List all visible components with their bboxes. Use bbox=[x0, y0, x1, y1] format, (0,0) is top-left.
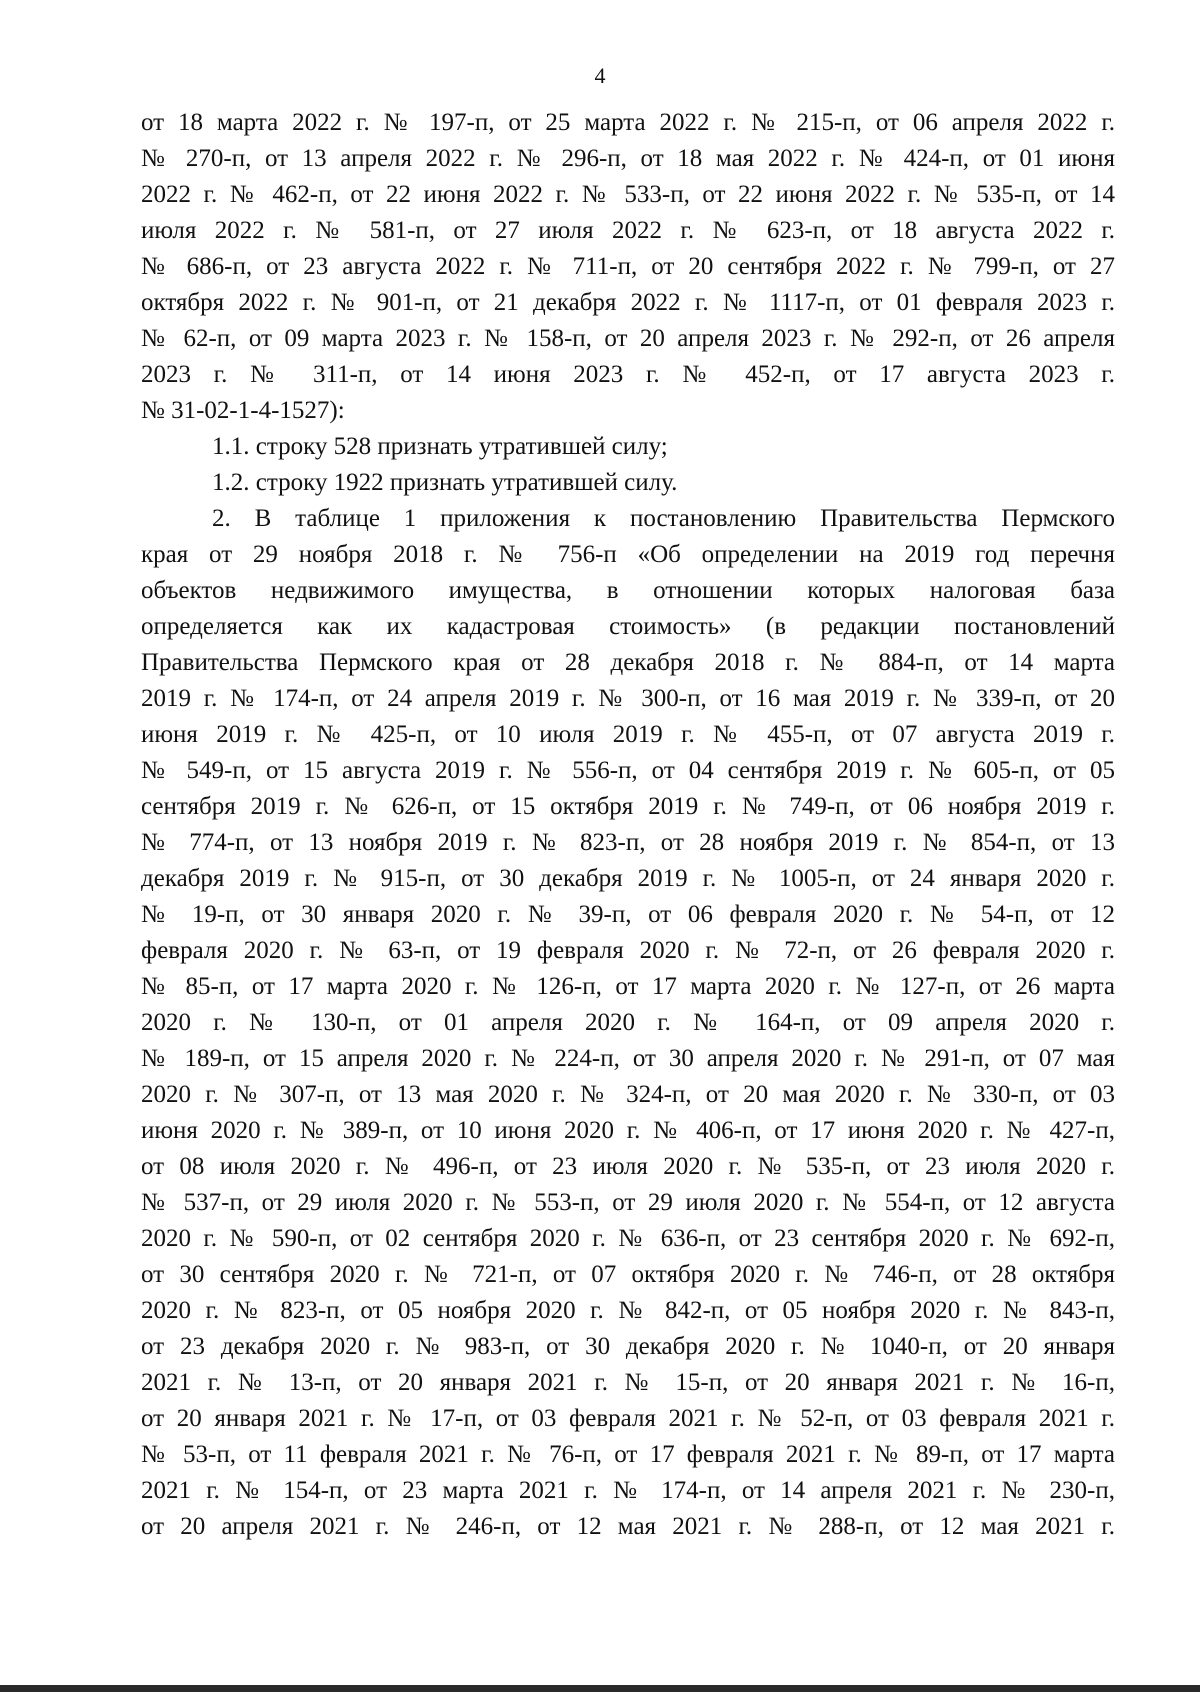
text-line: июня 2020 г. № 389-п, от 10 июня 2020 г. № 406-п, от 17 июня 2020 г. № 427-п, bbox=[141, 1117, 1115, 1144]
text-line: 2023 г. № 311-п, от 14 июня 2023 г. № 452-п, от 17 августа 2023 г. bbox=[141, 361, 1115, 388]
list-item-1-2: 1.2. строку 1922 признать утратившей силу. bbox=[212, 469, 678, 496]
text-line: от 23 декабря 2020 г. № 983-п, от 30 декабря 2020 г. № 1040-п, от 20 января bbox=[141, 1333, 1115, 1360]
text-line: 2020 г. № 590-п, от 02 сентября 2020 г. № 636-п, от 23 сентября 2020 г. № 692-п, bbox=[141, 1225, 1115, 1252]
text-line: 2020 г. № 307-п, от 13 мая 2020 г. № 324-п, от 20 мая 2020 г. № 330-п, от 03 bbox=[141, 1081, 1115, 1108]
text-line: № 270-п, от 13 апреля 2022 г. № 296-п, от 18 мая 2022 г. № 424-п, от 01 июня bbox=[141, 145, 1115, 172]
text-line: 2021 г. № 13-п, от 20 января 2021 г. № 15-п, от 20 января 2021 г. № 16-п, bbox=[141, 1369, 1115, 1396]
text-line: № 774-п, от 13 ноября 2019 г. № 823-п, от 28 ноября 2019 г. № 854-п, от 13 bbox=[141, 829, 1115, 856]
text-line: июля 2022 г. № 581-п, от 27 июля 2022 г. № 623-п, от 18 августа 2022 г. bbox=[141, 217, 1115, 244]
text-line: от 20 апреля 2021 г. № 246-п, от 12 мая 2021 г. № 288-п, от 12 мая 2021 г. bbox=[141, 1513, 1115, 1540]
text-line: от 18 марта 2022 г. № 197-п, от 25 марта 2022 г. № 215-п, от 06 апреля 2022 г. bbox=[141, 109, 1115, 136]
text-line: определяется как их кадастровая стоимость» (в редакции постановлений bbox=[141, 613, 1115, 640]
text-line: № 62-п, от 09 марта 2023 г. № 158-п, от 20 апреля 2023 г. № 292-п, от 26 апреля bbox=[141, 325, 1115, 352]
paragraph-2-start: 2. В таблице 1 приложения к постановлению Правительства Пермского bbox=[212, 505, 1115, 532]
text-line: № 537-п, от 29 июля 2020 г. № 553-п, от 29 июля 2020 г. № 554-п, от 12 августа bbox=[141, 1189, 1115, 1216]
text-line: № 31-02-1-4-1527): bbox=[141, 397, 345, 424]
text-line: № 19-п, от 30 января 2020 г. № 39-п, от 06 февраля 2020 г. № 54-п, от 12 bbox=[141, 901, 1115, 928]
scan-edge-shadow bbox=[0, 1685, 1200, 1692]
text-line: № 686-п, от 23 августа 2022 г. № 711-п, от 20 сентября 2022 г. № 799-п, от 27 bbox=[141, 253, 1115, 280]
text-line: от 20 января 2021 г. № 17-п, от 03 февраля 2021 г. № 52-п, от 03 февраля 2021 г. bbox=[141, 1405, 1115, 1432]
text-line: Правительства Пермского края от 28 декабря 2018 г. № 884-п, от 14 марта bbox=[141, 649, 1115, 676]
text-line: 2022 г. № 462-п, от 22 июня 2022 г. № 533-п, от 22 июня 2022 г. № 535-п, от 14 bbox=[141, 181, 1115, 208]
text-line: края от 29 ноября 2018 г. № 756-п «Об определении на 2019 год перечня bbox=[141, 541, 1115, 568]
text-line: от 08 июля 2020 г. № 496-п, от 23 июля 2020 г. № 535-п, от 23 июля 2020 г. bbox=[141, 1153, 1115, 1180]
text-line: сентября 2019 г. № 626-п, от 15 октября 2019 г. № 749-п, от 06 ноября 2019 г. bbox=[141, 793, 1115, 820]
text-line: объектов недвижимого имущества, в отношении которых налоговая база bbox=[141, 577, 1115, 604]
list-item-1-1: 1.1. строку 528 признать утратившей силу; bbox=[212, 433, 668, 460]
text-line: 2021 г. № 154-п, от 23 марта 2021 г. № 174-п, от 14 апреля 2021 г. № 230-п, bbox=[141, 1477, 1115, 1504]
text-line: № 549-п, от 15 августа 2019 г. № 556-п, от 04 сентября 2019 г. № 605-п, от 05 bbox=[141, 757, 1115, 784]
text-line: № 53-п, от 11 февраля 2021 г. № 76-п, от 17 февраля 2021 г. № 89-п, от 17 марта bbox=[141, 1441, 1115, 1468]
text-line: февраля 2020 г. № 63-п, от 19 февраля 2020 г. № 72-п, от 26 февраля 2020 г. bbox=[141, 937, 1115, 964]
text-line: июня 2019 г. № 425-п, от 10 июля 2019 г. № 455-п, от 07 августа 2019 г. bbox=[141, 721, 1115, 748]
text-line: № 85-п, от 17 марта 2020 г. № 126-п, от 17 марта 2020 г. № 127-п, от 26 марта bbox=[141, 973, 1115, 1000]
text-line: октября 2022 г. № 901-п, от 21 декабря 2022 г. № 1117-п, от 01 февраля 2023 г. bbox=[141, 289, 1115, 316]
text-line: 2020 г. № 130-п, от 01 апреля 2020 г. № 164-п, от 09 апреля 2020 г. bbox=[141, 1009, 1115, 1036]
page-number: 4 bbox=[594, 63, 606, 88]
text-line: 2019 г. № 174-п, от 24 апреля 2019 г. № 300-п, от 16 мая 2019 г. № 339-п, от 20 bbox=[141, 685, 1115, 712]
text-line: от 30 сентября 2020 г. № 721-п, от 07 октября 2020 г. № 746-п, от 28 октября bbox=[141, 1261, 1115, 1288]
text-line: декабря 2019 г. № 915-п, от 30 декабря 2019 г. № 1005-п, от 24 января 2020 г. bbox=[141, 865, 1115, 892]
text-line: 2020 г. № 823-п, от 05 ноября 2020 г. № 842-п, от 05 ноября 2020 г. № 843-п, bbox=[141, 1297, 1115, 1324]
text-line: № 189-п, от 15 апреля 2020 г. № 224-п, от 30 апреля 2020 г. № 291-п, от 07 мая bbox=[141, 1045, 1115, 1072]
